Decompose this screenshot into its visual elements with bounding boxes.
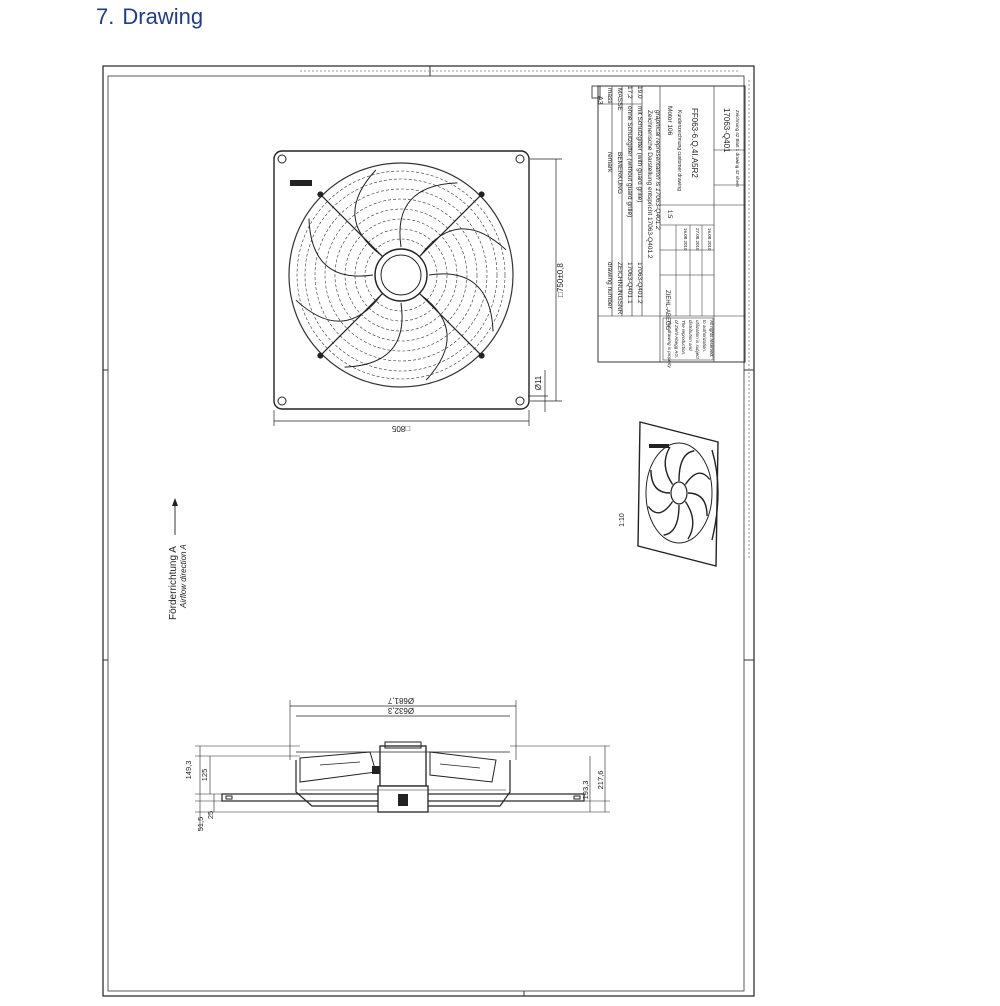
copyright-6: to authorization. bbox=[702, 320, 707, 353]
iso-blade bbox=[648, 501, 672, 512]
remark-header: remark bbox=[606, 152, 613, 173]
iso-blade bbox=[685, 473, 709, 484]
company-name: ZIEHL-ABEGG bbox=[664, 290, 670, 331]
dim-149: 149,3 bbox=[184, 760, 193, 780]
motor-label: Motor 106 bbox=[666, 106, 673, 136]
mount-hole bbox=[278, 155, 286, 163]
dim-193: 193,3 bbox=[581, 780, 590, 800]
dim-hole: Ø11 bbox=[534, 375, 543, 391]
dim-125: 125 bbox=[200, 768, 209, 782]
isometric-view bbox=[619, 422, 718, 566]
remark-row-1: ohne Schutzgitter (without guard grille) bbox=[626, 106, 633, 218]
iso-blade bbox=[685, 501, 692, 539]
copyright-3: The reproduction, bbox=[681, 320, 686, 356]
sheet-info: Zeichnung 42 Blatt 1 drawing 42 sheet bbox=[735, 110, 740, 187]
spoke-mount bbox=[479, 353, 485, 359]
drawing-number: 17063-Q401 bbox=[722, 108, 731, 153]
copyright-7: All rights reserved. bbox=[709, 320, 714, 358]
impeller-blade bbox=[400, 183, 458, 247]
date-2: 27.08.2010 bbox=[695, 228, 700, 251]
motor-hub bbox=[375, 249, 427, 301]
zeichnungsnr-header: ZEICHNUNGSNR bbox=[616, 262, 623, 315]
dim-25: 25 bbox=[206, 810, 215, 820]
masse-header: MASSE bbox=[616, 88, 623, 111]
side-view bbox=[184, 696, 610, 831]
scale-value: 1:5 bbox=[666, 210, 672, 219]
impeller-blade bbox=[429, 274, 493, 332]
date-1: 16.08.2010 bbox=[683, 228, 688, 251]
iso-scale: 1:10 bbox=[619, 513, 626, 527]
guard-spoke bbox=[419, 194, 481, 256]
paper-size: A3 bbox=[596, 96, 603, 105]
drawing-no-row-2: 17063-Q401.2 bbox=[636, 262, 643, 304]
brand-label bbox=[290, 180, 312, 186]
copyright-2: of Ziehl-Abegg AG. bbox=[674, 320, 679, 359]
section-title: Drawing bbox=[122, 4, 204, 29]
mount-hole bbox=[278, 397, 286, 405]
note-en: graphical representation is 17063-Q401.2 bbox=[654, 110, 661, 230]
spoke-mount bbox=[317, 353, 323, 359]
spoke-mount bbox=[317, 191, 323, 197]
mount-hole bbox=[516, 397, 524, 405]
fan-type: FF063-6.Q.4I.A5R2 bbox=[690, 108, 699, 178]
dim-632: Ø632,3 bbox=[387, 706, 415, 715]
customer-drawing-label: Kundenzeichnung customer drawing bbox=[676, 110, 682, 191]
section-number: 7. bbox=[96, 4, 115, 29]
copyright-4: distribution and bbox=[688, 320, 693, 351]
bemerkung-header: BEMERKUNG bbox=[616, 152, 623, 194]
airflow-indicator bbox=[168, 498, 188, 620]
date-3: 16.08.2010 bbox=[707, 228, 712, 251]
mass-row-2: 19,0 bbox=[636, 86, 643, 99]
mass-header: mass bbox=[606, 88, 613, 104]
airflow-label-de: Förderrichtung A bbox=[168, 546, 179, 620]
drawing-no-row-1: 17063-Q401.1 bbox=[626, 262, 633, 304]
copyright-1: This drawing is property bbox=[667, 320, 672, 368]
mount-hole bbox=[516, 155, 524, 163]
guard-spoke bbox=[320, 293, 382, 355]
front-view bbox=[274, 151, 565, 433]
note-de: Zeichnerische Darstellung entspricht 17063-Q401.2 bbox=[646, 110, 653, 259]
iso-hub bbox=[671, 482, 687, 504]
spoke-mount bbox=[479, 191, 485, 197]
airflow-label-en: Airflow direction A bbox=[179, 544, 188, 608]
mass-row-1: 17,2 bbox=[626, 86, 633, 99]
remark-row-2: mit Schutzgitter (with guard grille) bbox=[636, 106, 643, 203]
dim-805: □805 bbox=[391, 424, 411, 433]
iso-blade bbox=[665, 447, 672, 485]
drawing-number-header: drawing number bbox=[606, 262, 613, 309]
guard-spoke bbox=[419, 293, 481, 355]
dim-750: □750±0,8 bbox=[556, 263, 565, 297]
copyright-5: utilization is subject bbox=[695, 320, 700, 359]
title-block bbox=[592, 86, 745, 369]
guard-spoke bbox=[320, 194, 382, 256]
dim-51: 51,5 bbox=[196, 816, 205, 832]
dim-681: Ø681,7 bbox=[387, 696, 415, 705]
dim-217: 217,6 bbox=[596, 770, 605, 790]
